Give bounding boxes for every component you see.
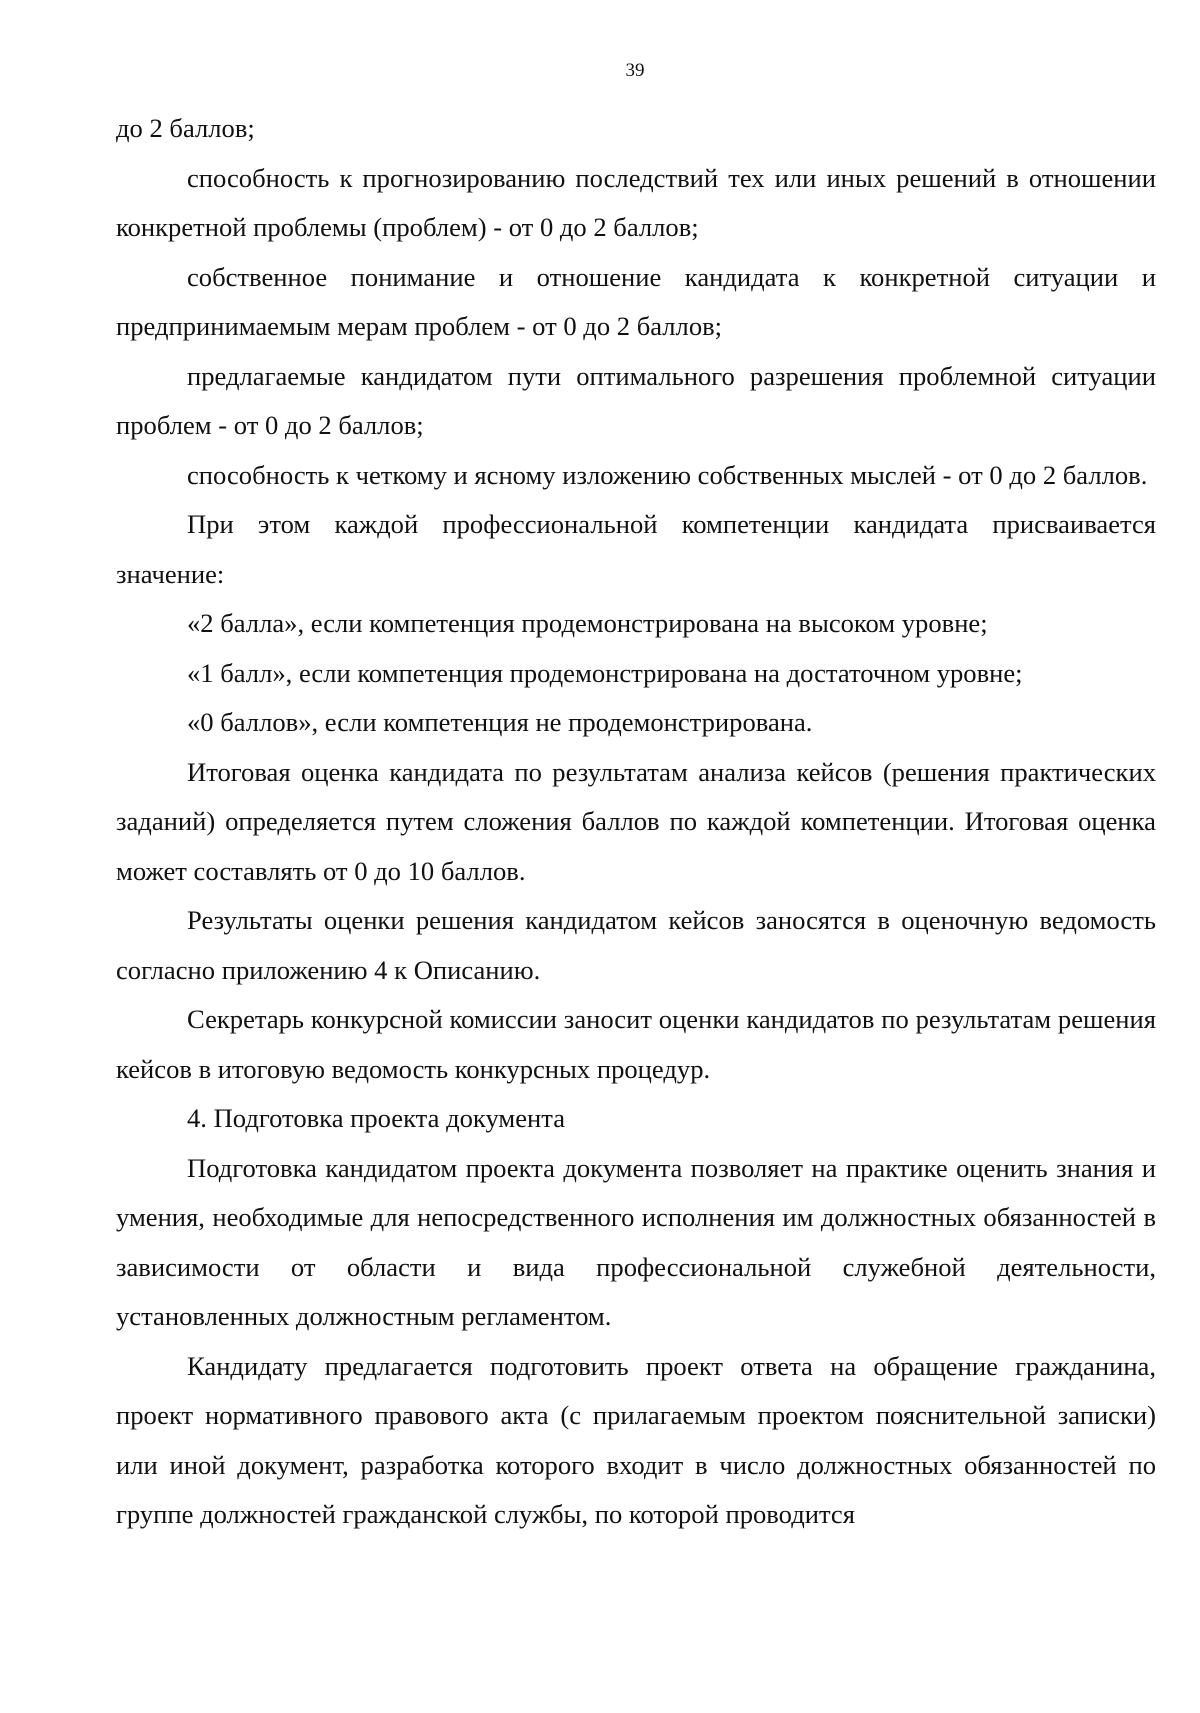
section-heading-document-draft: 4. Подготовка проекта документа bbox=[187, 1103, 565, 1133]
paragraph-score-0: «0 баллов», если компетенция не продемонстрирована. bbox=[187, 707, 813, 737]
paragraph-draft-task: Кандидату предлагается подготовить проект ответа на обращение гражданина, проект нормативного правового акта (с прилагаемым проектом пояснительной записки) или иной документ, разработка которого входит в число должностных обязанностей по группе должностей гражданской службы, по которой проводится bbox=[116, 1350, 1156, 1529]
paragraph-clarity: способность к четкому и ясному изложению собственных мыслей - от 0 до 2 баллов. bbox=[187, 459, 1148, 490]
paragraph-score-1: «1 балл», если компетенция продемонстрирована на достаточном уровне; bbox=[187, 657, 1023, 688]
paragraph-draft-purpose: Подготовка кандидатом проекта документа позволяет на практике оценить знания и умения, необходимые для непосредственного исполнения им должностных обязанностей в зависимости от области и вида профессиональной служебной деятельности, установленных должностным регламентом. bbox=[116, 1152, 1156, 1331]
paragraph-final-score: Итоговая оценка кандидата по результатам анализа кейсов (решения практических заданий) определяется путем сложения баллов по каждой компетенции. Итоговая оценка может составлять от 0 до 10 баллов. bbox=[116, 756, 1156, 886]
page-number: 39 bbox=[625, 60, 645, 81]
paragraph-solutions: предлагаемые кандидатом пути оптимального разрешения проблемной ситуации проблем - от 0 до 2 баллов; bbox=[116, 360, 1156, 440]
paragraph-secretary: Секретарь конкурсной комиссии заносит оценки кандидатов по результатам решения кейсов в итоговую ведомость конкурсных процедур. bbox=[116, 1004, 1156, 1084]
paragraph-competence-value: При этом каждой профессиональной компетенции кандидата присваивается значение: bbox=[116, 509, 1156, 589]
document-body bbox=[116, 104, 1156, 1540]
paragraph-understanding: собственное понимание и отношение кандидата к конкретной ситуации и предпринимаемым мерам проблем - от 0 до 2 баллов; bbox=[116, 261, 1156, 341]
paragraph-continuation: до 2 баллов; bbox=[116, 113, 255, 143]
paragraph-forecasting: способность к прогнозированию последствий тех или иных решений в отношении конкретной проблемы (проблем) - от 0 до 2 баллов; bbox=[116, 162, 1156, 242]
paragraph-score-2: «2 балла», если компетенция продемонстрирована на высоком уровне; bbox=[187, 608, 988, 638]
paragraph-results-record: Результаты оценки решения кандидатом кейсов заносятся в оценочную ведомость согласно приложению 4 к Описанию. bbox=[116, 905, 1156, 985]
